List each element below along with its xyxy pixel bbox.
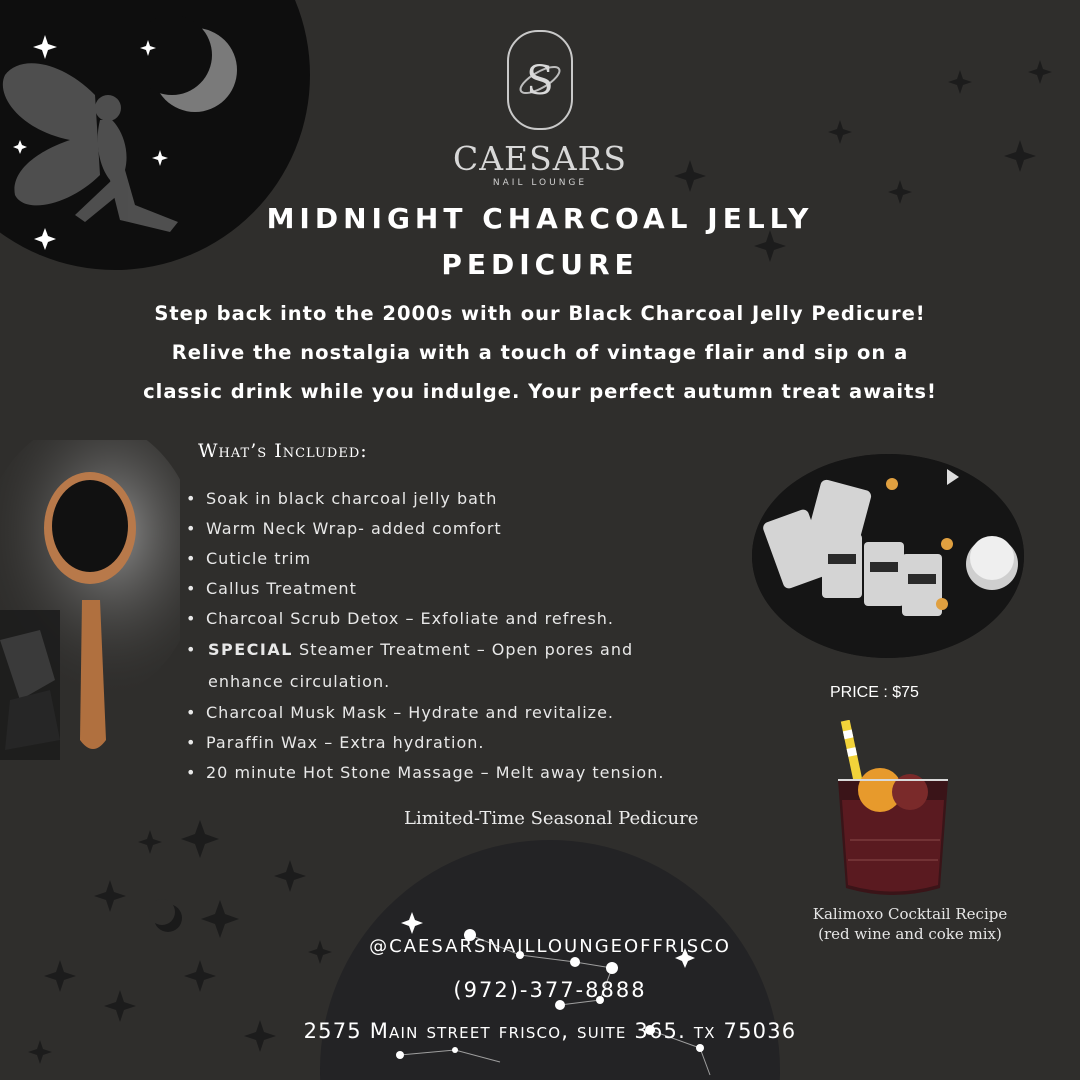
logo-badge bbox=[507, 30, 573, 130]
brand-name: CAESARS bbox=[452, 139, 628, 178]
list-item: • Charcoal Musk Mask – Hydrate and revitalize. bbox=[186, 698, 746, 728]
charcoal-spoon-image bbox=[0, 440, 180, 770]
list-item: • Callus Treatment bbox=[186, 574, 746, 604]
intro-line-3: classic drink while you indulge. Your perfect autumn treat awaits! bbox=[143, 380, 937, 403]
bullet-dot-icon: • bbox=[186, 640, 197, 659]
included-list bbox=[186, 484, 746, 788]
bullet-dot-icon: • bbox=[186, 609, 197, 628]
brand-logo bbox=[420, 30, 660, 188]
list-item-special-continued: enhance circulation. bbox=[208, 672, 391, 691]
monogram-icon bbox=[509, 32, 571, 128]
bullet-dot-icon: • bbox=[186, 519, 197, 538]
brand-tagline: NAIL LOUNGE bbox=[492, 178, 588, 188]
title-line-1: MIDNIGHT CHARCOAL JELLY bbox=[266, 202, 814, 235]
page-title bbox=[90, 196, 990, 288]
list-item: • Warm Neck Wrap- added comfort bbox=[186, 514, 746, 544]
intro-text bbox=[60, 294, 1020, 411]
list-item: • Cuticle trim bbox=[186, 544, 746, 574]
bullet-dot-icon: • bbox=[186, 703, 197, 722]
intro-line-1: Step back into the 2000s with our Black Charcoal Jelly Pedicure! bbox=[154, 302, 926, 325]
title-line-2: PEDICURE bbox=[441, 248, 639, 281]
bullet-dot-icon: • bbox=[186, 733, 197, 752]
bullet-dot-icon: • bbox=[186, 579, 197, 598]
list-item: • 20 minute Hot Stone Massage – Melt away tension. bbox=[186, 758, 746, 788]
list-item: • Paraffin Wax – Extra hydration. bbox=[186, 728, 746, 758]
product-kit-illustration bbox=[752, 454, 1024, 658]
bullet-dot-icon: • bbox=[186, 489, 197, 508]
drink-caption-line-1: Kalimoxo Cocktail Recipe bbox=[812, 905, 1008, 923]
address: 2575 Main street frisco, suite 365. tx 75036 bbox=[303, 1019, 797, 1043]
list-item: • Charcoal Scrub Detox – Exfoliate and refresh. bbox=[186, 604, 746, 634]
intro-line-2: Relive the nostalgia with a touch of vintage flair and sip on a bbox=[171, 341, 909, 364]
list-item-special: • SPECIAL Steamer Treatment – Open pores and bbox=[186, 634, 746, 666]
phone-number[interactable]: (972)-377-8888 bbox=[453, 978, 647, 1002]
drink-caption-line-2: (red wine and coke mix) bbox=[818, 925, 1002, 943]
social-handle[interactable]: @CAESARSNAILLOUNGEOFFRISCO bbox=[369, 936, 731, 957]
limited-time-note: Limited-Time Seasonal Pedicure bbox=[404, 808, 699, 829]
list-item: • Soak in black charcoal jelly bath bbox=[186, 484, 746, 514]
bullet-dot-icon: • bbox=[186, 763, 197, 782]
product-image bbox=[752, 454, 1024, 658]
included-title: What’s Included: bbox=[198, 440, 368, 462]
price-label: PRICE : $75 bbox=[830, 684, 919, 701]
cocktail-image bbox=[820, 720, 970, 900]
special-label: SPECIAL bbox=[208, 640, 293, 659]
bullet-dot-icon: • bbox=[186, 549, 197, 568]
svg-text:S: S bbox=[526, 58, 554, 104]
